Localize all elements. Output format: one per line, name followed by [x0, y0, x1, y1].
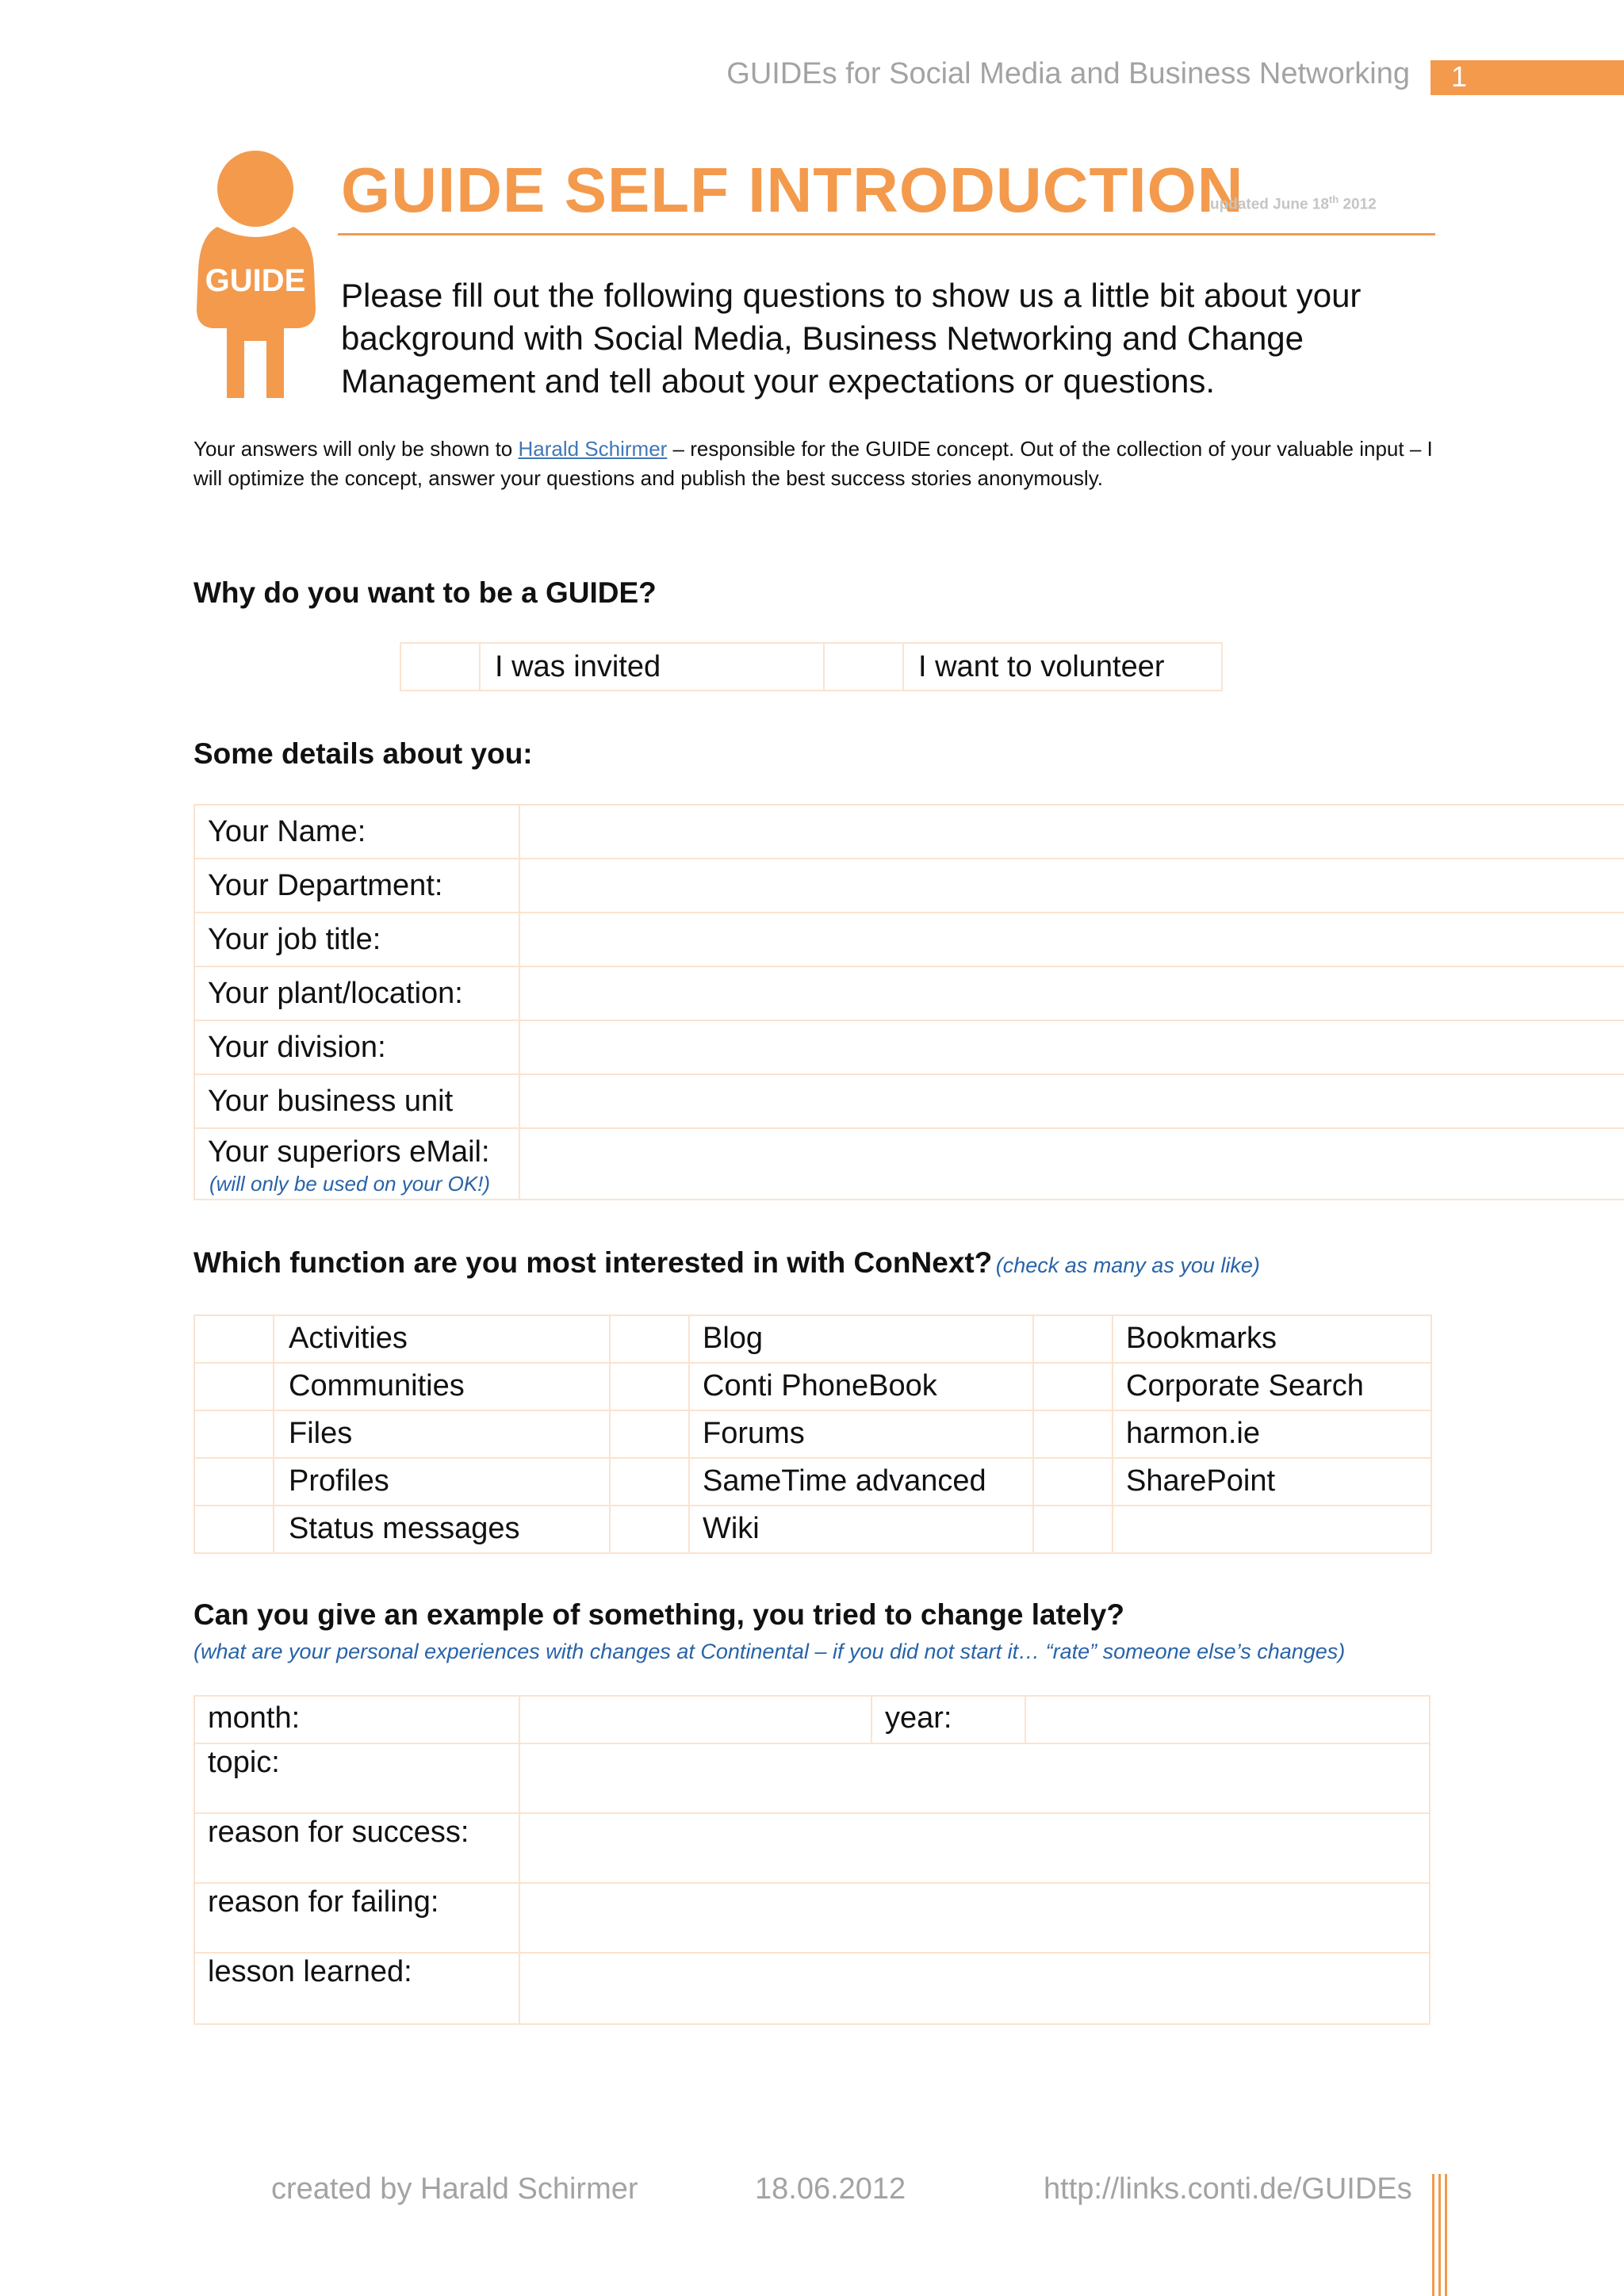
updated-year: 2012	[1339, 196, 1377, 213]
page-title: GUIDE SELF INTRODUCTION	[341, 155, 1244, 225]
function-label: Status messages	[289, 1512, 520, 1545]
updated-date	[1210, 193, 1377, 213]
field-reason-for-failing[interactable]	[519, 1882, 1431, 1954]
change-heading: Can you give an example of something, you tried to change lately?	[193, 1598, 1124, 1631]
function-label: Forums	[703, 1417, 805, 1450]
intro-lead: Please fill out the following questions to show us a little bit about your background with Social Media, Business Networking and Change Management and tell about your expectations or questions.	[341, 277, 1362, 400]
details-heading: Some details about you:	[193, 737, 533, 770]
functions-hint: (check as many as you like)	[995, 1253, 1260, 1277]
checkbox-profiles[interactable]	[193, 1457, 274, 1506]
details-label: Your business unit	[208, 1085, 454, 1118]
checkbox-corporate-search[interactable]	[1032, 1362, 1113, 1411]
checkbox-status-messages[interactable]	[193, 1505, 274, 1554]
field-topic[interactable]	[519, 1743, 1431, 1814]
field-lesson-learned[interactable]	[519, 1952, 1431, 2025]
function-label: Profiles	[289, 1464, 389, 1498]
details-label: Your Department:	[208, 869, 443, 902]
volunteer-checkbox[interactable]	[823, 642, 904, 691]
function-label: Blog	[703, 1322, 764, 1355]
title-rule	[338, 233, 1435, 235]
function-label: SameTime advanced	[703, 1464, 986, 1498]
details-label: Your division:	[208, 1031, 386, 1064]
checkbox-communities[interactable]	[193, 1362, 274, 1411]
function-label: harmon.ie	[1126, 1417, 1260, 1450]
invited-checkbox[interactable]	[400, 642, 481, 691]
note-after: – responsible for the GUIDE concept. Out of the collection of your valuable input – I will optimize the concept, answer your questions and publish the best success stories anonymously.	[193, 437, 1433, 490]
function-label: Wiki	[703, 1512, 760, 1545]
change-label: lesson learned:	[208, 1955, 412, 1988]
updated-prefix: updated June 18	[1210, 196, 1329, 213]
field-your-department[interactable]	[519, 858, 1624, 913]
field-your-business-unit[interactable]	[519, 1073, 1624, 1129]
field-your-job-title[interactable]	[519, 912, 1624, 967]
function-label: Files	[289, 1417, 353, 1450]
change-hint: (what are your personal experiences with changes at Continental – if you did not start it… “rate” someone else’s changes)	[193, 1640, 1346, 1663]
details-label: Your superiors eMail:	[208, 1135, 490, 1169]
field-reason-for-success[interactable]	[519, 1812, 1431, 1884]
year-label: year:	[885, 1701, 952, 1735]
month-field[interactable]	[519, 1695, 872, 1744]
footer-url: http://links.conti.de/GUIDEs	[1044, 2172, 1412, 2206]
function-label: SharePoint	[1126, 1464, 1276, 1498]
privacy-note	[193, 434, 1446, 493]
checkbox-harmon-ie[interactable]	[1032, 1410, 1113, 1459]
change-label: reason for failing:	[208, 1885, 439, 1919]
footer-line	[1445, 2174, 1447, 2296]
footer-line	[1438, 2174, 1441, 2296]
invited-label: I was invited	[495, 650, 661, 683]
checkbox-sharepoint[interactable]	[1032, 1457, 1113, 1506]
empty-checkbox-cell	[1032, 1505, 1113, 1554]
field-your-name[interactable]	[519, 804, 1624, 859]
footer-author: created by Harald Schirmer	[271, 2172, 638, 2206]
harald-schirmer-link[interactable]: Harald Schirmer	[518, 437, 668, 461]
checkbox-activities[interactable]	[193, 1314, 274, 1364]
function-label: Corporate Search	[1126, 1369, 1364, 1402]
function-label: Activities	[289, 1322, 408, 1355]
details-label: Your job title:	[208, 923, 381, 956]
guide-person-logo	[195, 151, 322, 404]
footer-line	[1432, 2174, 1434, 2296]
functions-heading-line	[193, 1246, 1260, 1280]
function-label: Bookmarks	[1126, 1322, 1277, 1355]
change-label: reason for success:	[208, 1816, 469, 1849]
why-heading: Why do you want to be a GUIDE?	[193, 576, 657, 609]
checkbox-blog[interactable]	[609, 1314, 690, 1364]
month-label: month:	[208, 1701, 301, 1735]
field-your-superiors-email[interactable]	[519, 1127, 1624, 1200]
checkbox-sametime-advanced[interactable]	[609, 1457, 690, 1506]
document-header-title: GUIDEs for Social Media and Business Networking	[726, 57, 1410, 90]
checkbox-wiki[interactable]	[609, 1505, 690, 1554]
volunteer-label: I want to volunteer	[918, 650, 1165, 683]
details-label: Your Name:	[208, 815, 366, 848]
field-your-division[interactable]	[519, 1020, 1624, 1075]
updated-sup: th	[1328, 193, 1339, 205]
function-label: Conti PhoneBook	[703, 1369, 937, 1402]
note-before: Your answers will only be shown to	[193, 437, 519, 461]
field-your-plant-location[interactable]	[519, 966, 1624, 1021]
checkbox-bookmarks[interactable]	[1032, 1314, 1113, 1364]
logo-text: GUIDE	[205, 263, 306, 298]
functions-heading: Which function are you most interested in with ConNext?	[193, 1246, 993, 1279]
checkbox-files[interactable]	[193, 1410, 274, 1459]
page-number: 1	[1451, 60, 1468, 93]
superior-email-note: (will only be used on your OK!)	[209, 1172, 491, 1196]
change-label: topic:	[208, 1746, 280, 1779]
checkbox-forums[interactable]	[609, 1410, 690, 1459]
year-field[interactable]	[1025, 1695, 1431, 1744]
checkbox-conti-phonebook[interactable]	[609, 1362, 690, 1411]
function-option-cell	[1112, 1505, 1432, 1554]
details-label: Your plant/location:	[208, 977, 463, 1010]
function-label: Communities	[289, 1369, 465, 1402]
footer-date: 18.06.2012	[755, 2172, 906, 2206]
